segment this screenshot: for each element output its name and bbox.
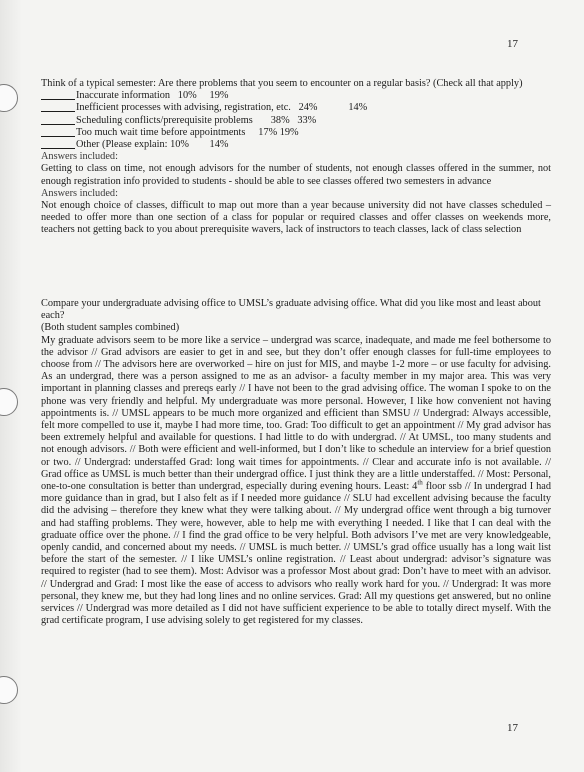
answers-label-2: Answers included:: [41, 187, 118, 199]
option-label: Inaccurate information: [76, 90, 171, 102]
answers-label-1: Answers included:: [41, 151, 118, 163]
checkbox-blank: [41, 115, 75, 125]
option-values: 17% 19%: [258, 126, 299, 138]
option-label: Scheduling conflicts/prerequisite problems: [76, 114, 253, 126]
question-1-section: [41, 78, 551, 237]
checkbox-blank: [41, 127, 75, 137]
question-2-section: [41, 298, 551, 627]
option-values: 14%: [209, 139, 229, 151]
option-label: Inefficient processes with advising, registration, etc.: [76, 102, 291, 114]
option-label: Other (Please explain: 10%: [76, 139, 189, 151]
question-2-answers: [41, 335, 551, 628]
option-row: [41, 127, 551, 139]
question-2-note: (Both student samples combined): [41, 322, 180, 334]
superscript-th: th: [417, 478, 423, 487]
page-number-top: 17: [507, 38, 518, 50]
checkbox-blank: [41, 90, 75, 100]
answers-text-part-1: My graduate advisors seem to be more like a service – undergrad was scarce, inadequate, and made me feel bothersome to the advisor // Grad advisors are easier to get in and see, but they don’t offer enough classes for full-time employees to choose from // The advisors here are overworked – hire on just for MIS, and maybe 1-2 more – or use faculty for advising. As an undergrad, there was a person assigned to me as an advisor- a faculty member in my major area. This was very important in planning classes and prereqs early // I have not been to the grad advising office. The woman I spoke to on the phone was very friendly and helpful. My undergraduate was more personal. However, I like how convenient not having appointments is. // UMSL appears to be much more organized and efficient than SMSU // Undergrad: Always accessible, felt more compelled to use it, maybe I had more time, too. Grad: Too difficult to get an appointment // My grad advisor has been extremely helpful and available for questions. I had little to do with undergrad. // At UMSL, too many students and not enough advisors. // Both were efficient and well-informed, but I don’t like to schedule an interview for a brief question or two. // Undergrad: understaffed Grad: long wait times for appointments. // Clear and accurate info is not available. // Grad office as UMSL is much better than their undergrad office. I just think they are a little understaffed. // Most: Personal, one-to-one consultation is better than undergrad, especially during evening hours. Least: 4: [41, 334, 551, 493]
option-row: [41, 102, 551, 114]
answers-text-part-2: floor ssb // In undergrad I had more guidance than in grad, but I also felt as if I needed more guidance // SLU had excellent advising because the faculty did the advising – therefore they knew what they were talking about. // My undergrad office went through a big turnover and had staffing problems. They were, however, able to help me with everything I needed. I like that I can deal with the graduate office over the phone. // I find the grad office to be very helpful. Both advisors I’ve met are very knowledgeable, openly candid, and concerned about my needs. // UMSL is much better. // UMSL’s grad office usually has a long wait list before the start of the semester. // I like UMSL’s online registration. // Least about undergrad: advisor’s signature was required to register (had to see them). Most: Advisor was a professor Most about grad: Don’t have to meet with an advisor. // Undergrad and Grad: I most like the ease of access to advisors who really work hard for you. // Undergrad: It was more personal, they knew me, but they had long lines and no online services. Grad: All my questions get answered, but no online services // Undergrad was more detailed as I did not have sufficient experience to be able to totally direct myself. With the grad certificate program, I use advising solely to get registered for my classes.: [41, 481, 551, 627]
question-2-text: Compare your undergraduate advising office to UMSL’s graduate advising office. What did you like most and least about each?: [41, 298, 541, 322]
option-label: Too much wait time before appointments: [76, 126, 246, 138]
option-values: 38% 33%: [270, 114, 317, 126]
answers-text-1: Getting to class on time, not enough advisors for the number of students, not enough classes offered in the summer, not enough registration info provided to students - should be able to see classes offered two semesters in advance: [41, 163, 551, 187]
page-number-bottom: 17: [507, 722, 518, 734]
option-row: [41, 115, 551, 127]
option-values: 24% 14%: [298, 102, 368, 114]
scan-edge-shadow: [0, 0, 22, 772]
checkbox-blank: [41, 102, 75, 112]
question-1-text: Think of a typical semester: Are there problems that you seem to encounter on a regular basis? (Check all that apply): [41, 78, 523, 89]
option-row: [41, 139, 551, 151]
question-1-options: [41, 90, 551, 151]
option-row: [41, 90, 551, 102]
checkbox-blank: [41, 139, 75, 149]
option-values: 10% 19%: [177, 90, 229, 102]
answers-text-2: Not enough choice of classes, difficult to map out more than a year because university did not have classes scheduled – needed to offer more than one section of a class for popular or required classes and offer classes on weekends more, teachers not getting back to you about prerequisite wavers, lack of instructors to teach classes, lack of class selection: [41, 200, 551, 236]
